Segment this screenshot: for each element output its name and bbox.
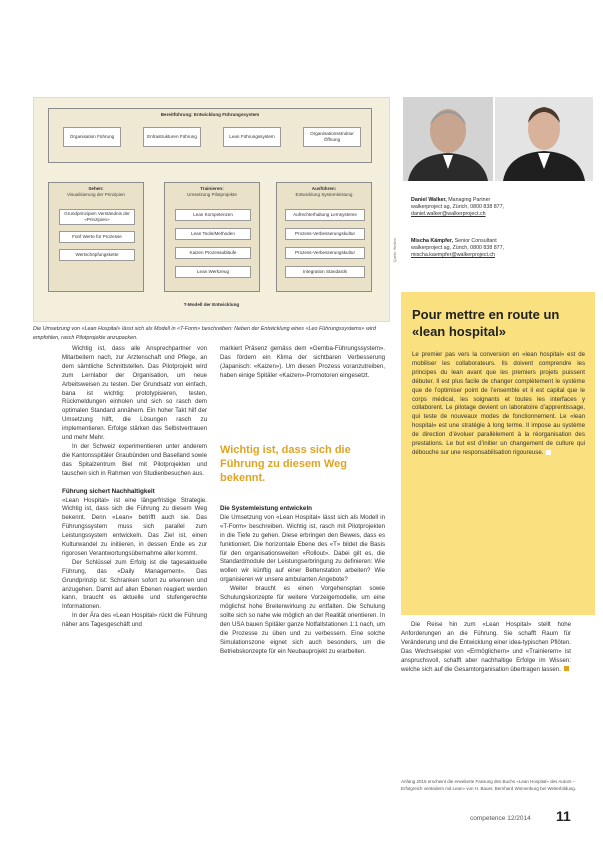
diagram-group-item: Integration Standards xyxy=(285,266,365,278)
contact-email-link[interactable]: daniel.walker@walkerproject.ch xyxy=(411,211,486,217)
diagram-group-sub: Umsetzung Pilotprojekte xyxy=(187,192,237,197)
section-heading: Die Systemleistung entwickeln xyxy=(220,505,313,512)
paragraph-text: Die Reise hin zum «Lean Hospital» stellt hohe Anforderungen an die Führung. Sie schafft Raum für Veränderung und die Entwicklung einer idea-typischen Pflöten. Das Wechselspiel von «Ermöglichern» und «Trainierern» ist anspruchsvoll, schafft aber nachhaltige Erfolge im Wissen: welche sich auf die Gesamtorganisation übertragen lassen. xyxy=(401,621,571,673)
column-2-lower xyxy=(220,505,385,656)
column-3 xyxy=(401,621,571,674)
page-number: 11 xyxy=(556,808,571,824)
french-summary-box xyxy=(401,292,595,615)
summary-text-wrap xyxy=(412,351,585,458)
paragraph: Der Schlüssel zum Erfolg ist die tagesaktuelle Führung, das «Daily Management». Das Grundprinzip ist: Schranken sofort zu erkennen und anzugehen. Damit auf allen Ebenen reagiert werden kann, braucht es aktuelle und stufengerechte Informationen. xyxy=(62,558,207,611)
diagram-group-ausfuehren xyxy=(276,182,372,292)
diagram-top-box: Enfrastrukturen Führung xyxy=(143,127,201,147)
diagram-bottom-title: T-Modell der Entwicklung xyxy=(183,302,240,307)
diagram-group-sub: Visualisierung der Prinzipien xyxy=(67,192,125,197)
end-mark-icon xyxy=(564,666,569,671)
paragraph: «Lean Hospital» ist eine längerfristige Strategie. Wichtig ist, dass sich die Führung zu diesem Weg bekennt. Denn «Lean» betrifft auch sie. Das Führungssystem muss sich parallel zum Leistungssystem entwickeln. Das Ziel ist, einen Kulturwandel zu initiieren, in dessen Ende es zur rigorosen Verantwortungsübernahme aller kommt. xyxy=(62,496,207,557)
portrait-photo-kaempfer xyxy=(495,97,593,181)
diagram-side-label: Quelle: Weitere xyxy=(392,237,397,263)
diagram-group-item: Lean Tools/Methoden xyxy=(175,228,251,240)
paragraph xyxy=(401,621,571,674)
diagram-top-box: Organisationsstruktur Öffnung xyxy=(303,127,361,147)
diagram-group-item: Lean Werkzeug xyxy=(175,266,251,278)
diagram-caption: Die Umsetzung von «Lean Hospital» lässt sich als Modell in «T-Form» beschreiben: Neben der Entwicklung eines «Leo Führungssystems» wird empfohlen, rasch Pilotprojekte anzupacken. xyxy=(33,326,376,341)
paragraph: markiert Präsenz gemäss dem «Gemba-Führungssystem». Das fördern ein Klima der sichtbaren Verbesserung (Japanisch: «Kaizen»). Um diesen Prozess voranzutreiben, haben einige Spitäler «Kaizen»-Promotoren eingesetzt. xyxy=(220,345,385,379)
end-mark-icon xyxy=(546,450,551,455)
diagram-group-title: Ausführen: xyxy=(311,186,337,191)
contact-company: walkerproject ag, Zürich, 0800 838 877, xyxy=(411,204,505,210)
column-2 xyxy=(220,345,385,381)
footnote: Anfang 2015 erscheint die erweiterte Fassung des Buchs «Lean Hospital» des Autors – Erfolgreich verändern mit Lean» von H. Bauer, Bernhard Winnenburg bei Weiterbildung. xyxy=(401,779,577,791)
diagram-group-item: Kaizen Prozessabläufe xyxy=(175,247,251,259)
diagram-group-item: Prozess-Verbesserungskultur xyxy=(285,228,365,240)
summary-title: Pour mettre en route un «lean hospital» xyxy=(412,307,560,339)
contact-email-link[interactable]: mischa.kaempfer@walkerproject.ch xyxy=(411,252,495,258)
section-heading: Führung sichert Nachhaltigkeit xyxy=(62,487,155,495)
paragraph: In der Ära des «Lean Hospital» rückt die Führung näher ans Tagesgeschäft und xyxy=(62,612,207,629)
summary-text: Le premier pas vers la conversion en «lean hospital» est de mobiliser les collaborateurs. Ils doivent comprendre les principes du lean avant que les premiers projets puissent débuter. Il est plus facile de changer complètement le système que de l’optimiser point de l’ensemble et il est capital que le corps médical, les soignants et toutes les interfaces y collaborent. Le pilotage devient un laboratoire d’apprentissage, qui teste de nouveaux modes de fonctionnement. Le «lean hospital» est une stratégie à long terme. Il impose au système de direction d’évoluer parallèlement à la réorganisation des prestations. Le but est d’initier un changement de culture qui débouche sur une responsabilisation rigoureuse. xyxy=(412,351,585,456)
diagram-group-title: Trainieren: xyxy=(200,186,224,191)
t-model-diagram xyxy=(33,97,397,322)
diagram-group-item: Grundprinzipien Verständnis der «Prinzipien» xyxy=(59,209,135,225)
diagram-group-item: Prozess-Verbesserungskultur xyxy=(285,247,365,259)
paragraph: Die Umsetzung von «Lean Hospital» lässt sich als Modell in «T-Form» beschreiben. Wichtig ist, rasch mit Pilotprojekten in die Tiefe zu gehen. Diese erbringen den Beweis, dass es funktioniert. Die horizontale Ebene des «T» bildet die Basis für den organisationsweiten «Rollout». Dabei gilt es, die Standardmodule der Leistungserbringung zu definieren: Wie wollen wir künftig auf einer Bettenstation arbeiten? Wie organisieren wir unsere ambulanten Angebote? xyxy=(220,513,385,584)
contact-role: Managing Partner xyxy=(448,197,491,203)
paragraph: In der Schweiz experimentieren unter anderem die Kantonsspitäler Graubünden und Baselland sowie das Spitalzentrum Biel mit Pilotprojekten und tauschen sich in Rahmen von Studienbesuchen aus. xyxy=(62,442,207,477)
contact-walker xyxy=(411,197,601,218)
portrait-photo-walker xyxy=(403,97,493,181)
contact-role: Senior Consultant xyxy=(454,238,497,244)
pull-quote: Wichtig ist, dass sich die Führung zu diesem Weg bekennt. xyxy=(220,444,351,484)
diagram-group-trainieren xyxy=(164,182,260,292)
column-1 xyxy=(62,345,207,630)
diagram-top-box: Lean Führungssystem xyxy=(223,127,281,147)
contact-kaempfer xyxy=(411,238,601,259)
diagram-group-item: Fünf Werte für Prozesse xyxy=(59,231,135,243)
diagram-group-sub: Entwicklung Systemleistung xyxy=(295,192,353,197)
portrait-image xyxy=(495,97,593,181)
contact-company: walkerproject ag, Zürich, 0800 838 877, xyxy=(411,245,505,251)
diagram-top-box: Organisation Führung xyxy=(63,127,121,147)
portrait-image xyxy=(403,97,493,181)
contact-name: Mischa Kämpfer, xyxy=(411,238,454,244)
diagram-group-item: Wertschöpfungskette xyxy=(59,249,135,261)
diagram-group-item: Aufrechterhaltung Lernsysteme xyxy=(285,209,365,221)
diagram-top-title: Bereitführung: Entwicklung Führungssystem xyxy=(160,112,260,117)
contact-name: Daniel Walker, xyxy=(411,197,447,203)
diagram-top-group xyxy=(48,108,372,163)
publication-name: competence 12/2014 xyxy=(470,815,531,822)
diagram-group-sehen xyxy=(48,182,144,292)
diagram-group-title: Sehen: xyxy=(88,186,104,191)
paragraph: Weiter braucht es einen Vorgehensplan sowie Schulungskonzepte für weitere Vorzeigemodelle, um eine möglichst hohe Breitenwirkung zu entfalten. Die Schulung sollte sich so nahe wie möglich an der Realität orientieren. In den USA bauen Spitäler ganze Notfallstationen 1:1 nach, um die Prozesse zu üben und zu verbessern. Eine solche Simulationszone eignet sich auch besonders, um die Betriebskonzepte für ein Neubauprojekt zu erarbeiten. xyxy=(220,585,385,655)
paragraph: Wichtig ist, dass alle Ansprechpartner von Mitarbeitern nach, zur Arztenschaft und Pflege, an dem sämtliche Schnittstellen. Das Pilotprojekt wird zum Lernlabor der Organisation, um neue Arbeitsweisen zu testen. Der Grundsatz von einfach, bana ist wichtig: prototypisieren, testen, Rückmeldungen einholen und sich so rasch dem optimalen Standard annähern. Ein hoher Takt hilf der Umsetzung hilft, die Lösungen rasch zu implementieren. Erfolge stärken das Selbstvertrauen und mehr Mehr. xyxy=(62,345,207,442)
diagram-group-item: Lean Kompetenzen xyxy=(175,209,251,221)
